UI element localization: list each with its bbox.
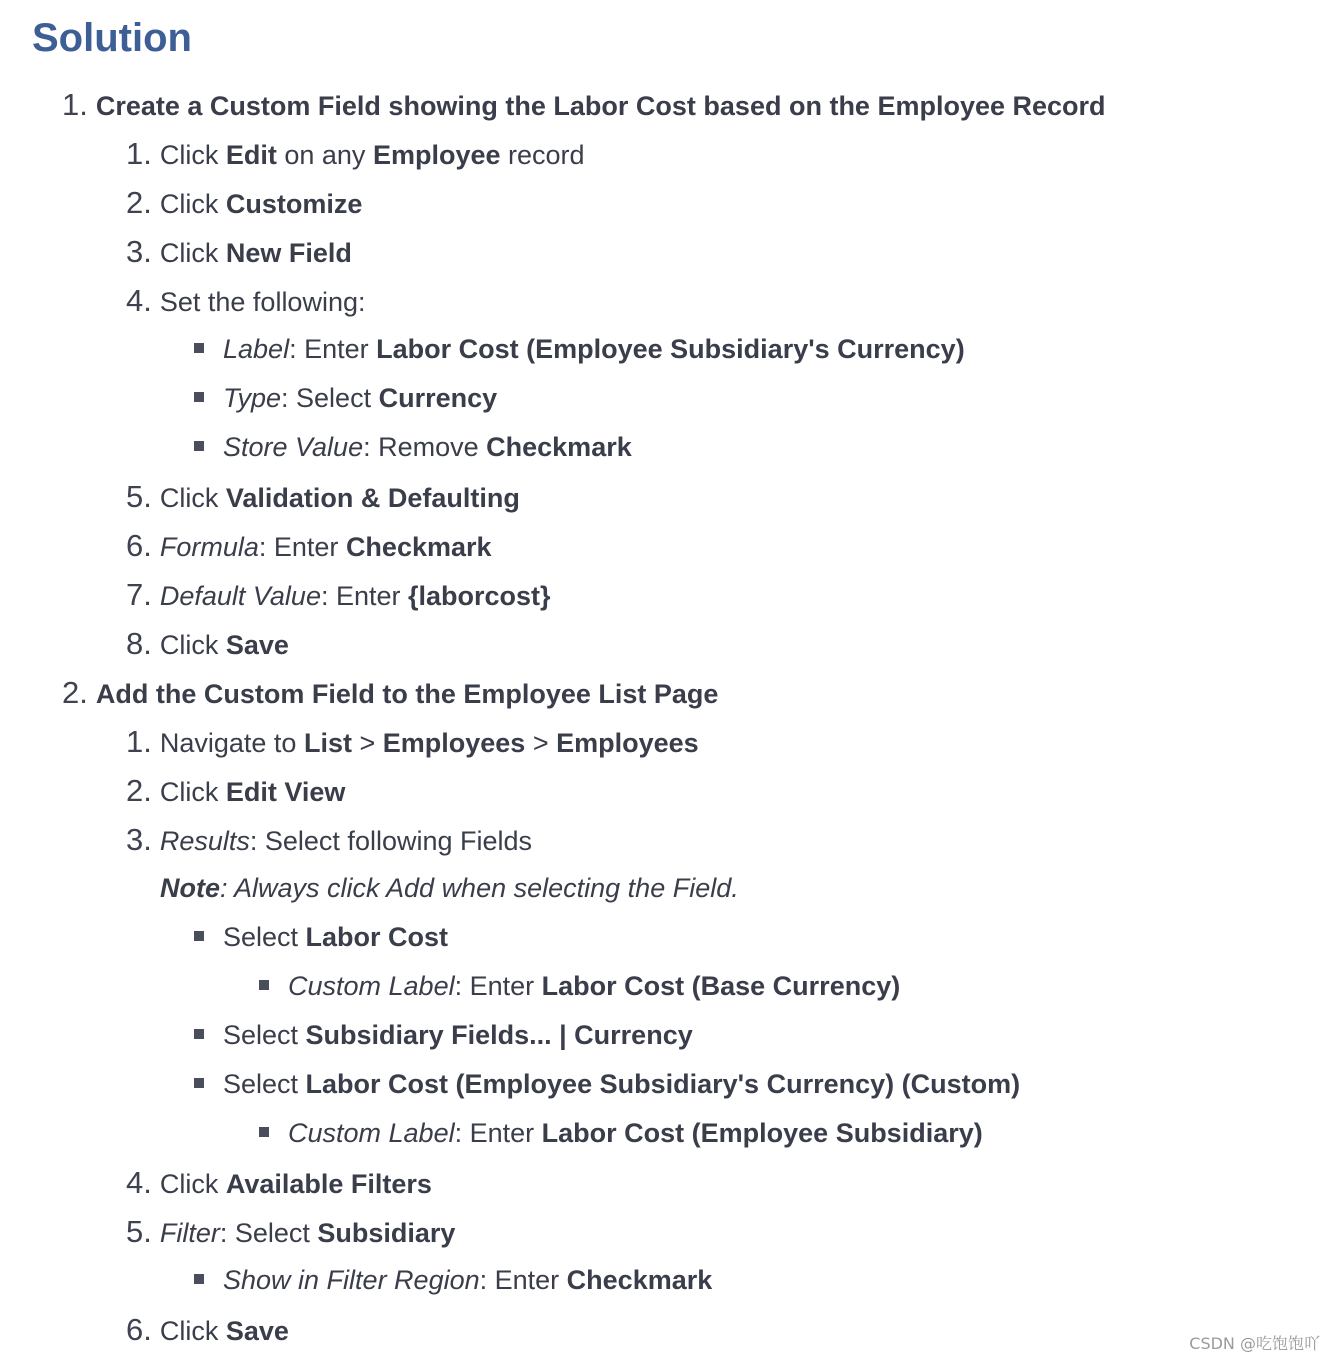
substep-2-6 xyxy=(126,1305,289,1354)
page-title: Solution xyxy=(32,16,192,60)
square-bullet-icon xyxy=(194,343,204,353)
step-title: Create a Custom Field showing the Labor Cost based on the Employee Record xyxy=(95,91,1106,121)
text: : Enter xyxy=(454,971,542,1001)
bullet-select-labor-cost-custom xyxy=(194,1060,1020,1109)
text: Click xyxy=(159,1169,226,1199)
watermark: CSDN @吃饱饱吖 xyxy=(1189,1334,1320,1353)
text: : Select following Fields xyxy=(249,826,533,856)
italic-text: Custom Label xyxy=(288,1118,455,1148)
square-bullet-icon xyxy=(194,392,204,402)
substep-1-3 xyxy=(126,227,352,276)
substep-1-7 xyxy=(126,570,551,619)
text: Click xyxy=(159,189,226,219)
bold-text: Employees xyxy=(556,728,699,758)
substep-number: 1. xyxy=(126,724,152,759)
square-bullet-icon xyxy=(194,1078,204,1088)
bullet-label xyxy=(194,325,965,374)
text: Select xyxy=(223,922,306,952)
bold-text: Labor Cost (Employee Subsidiary's Currency) (Custom) xyxy=(305,1069,1021,1099)
substep-number: 7. xyxy=(126,577,152,612)
text: Select xyxy=(223,1020,306,1050)
bold-text: Edit View xyxy=(225,777,346,807)
square-bullet-icon xyxy=(194,1029,204,1039)
note-label: Note xyxy=(160,873,220,903)
substep-number: 5. xyxy=(126,479,152,514)
bold-text: Currency xyxy=(378,383,498,413)
bullet-custom-label-subsidiary xyxy=(259,1109,983,1158)
bold-text: Customize xyxy=(225,189,363,219)
text: : Select xyxy=(281,383,379,413)
substep-number: 4. xyxy=(126,283,152,318)
bold-text: List xyxy=(303,728,352,758)
text: record xyxy=(500,140,585,170)
substep-2-1 xyxy=(126,717,699,766)
square-bullet-icon xyxy=(194,1274,204,1284)
square-bullet-icon xyxy=(259,980,269,990)
text: : Enter xyxy=(479,1265,567,1295)
text: : Enter xyxy=(454,1118,542,1148)
text: Navigate to xyxy=(159,728,304,758)
italic-text: Show in Filter Region xyxy=(223,1265,480,1295)
italic-text: Type xyxy=(223,383,282,413)
text: : Select xyxy=(219,1218,318,1248)
bold-text: Edit xyxy=(225,140,277,170)
text: : Enter xyxy=(258,532,346,562)
substep-number: 6. xyxy=(126,1312,152,1347)
step-number: 2. xyxy=(62,675,88,710)
text: : Enter xyxy=(320,581,409,611)
bold-text: Employees xyxy=(382,728,526,758)
bold-text: Save xyxy=(225,630,289,660)
bullet-select-labor-cost xyxy=(194,913,448,962)
italic-text: Store Value xyxy=(223,432,364,462)
substep-number: 5. xyxy=(126,1214,152,1249)
substep-number: 4. xyxy=(126,1165,152,1200)
substep-2-3 xyxy=(126,815,532,864)
substep-number: 3. xyxy=(126,234,152,269)
substep-1-5 xyxy=(126,472,520,521)
substep-number: 1. xyxy=(126,136,152,171)
italic-text: Custom Label xyxy=(288,971,455,1001)
bold-text: New Field xyxy=(225,238,352,268)
bold-text: Labor Cost xyxy=(305,922,449,952)
italic-text: Filter xyxy=(159,1218,220,1248)
substep-2-5 xyxy=(126,1207,455,1256)
text: Select xyxy=(223,1069,306,1099)
text: > xyxy=(351,728,383,758)
bold-text: Checkmark xyxy=(345,532,492,562)
bullet-show-in-filter-region xyxy=(194,1256,712,1305)
text: Click xyxy=(159,483,226,513)
bold-text: Labor Cost (Base Currency) xyxy=(541,971,901,1001)
note-text: : Always click Add when selecting the Field. xyxy=(220,873,739,903)
bold-text: {laborcost} xyxy=(408,581,551,611)
bullet-store-value xyxy=(194,423,632,472)
square-bullet-icon xyxy=(194,931,204,941)
bold-text: Checkmark xyxy=(486,432,632,462)
substep-number: 8. xyxy=(126,626,152,661)
text: on any xyxy=(276,140,373,170)
step-number: 1. xyxy=(62,87,88,122)
bold-text: Save xyxy=(225,1316,289,1346)
bullet-select-subsidiary-fields xyxy=(194,1011,693,1060)
text: Set the following: xyxy=(159,287,366,317)
substep-1-1 xyxy=(126,129,585,178)
bold-text: Labor Cost (Employee Subsidiary) xyxy=(541,1118,983,1148)
square-bullet-icon xyxy=(194,441,204,451)
bold-text: Available Filters xyxy=(225,1169,432,1199)
step-title: Add the Custom Field to the Employee List Page xyxy=(95,679,719,709)
text: : Enter xyxy=(289,334,377,364)
bold-text: Employee xyxy=(372,140,501,170)
bullet-custom-label-base xyxy=(259,962,900,1011)
text: Click xyxy=(159,140,226,170)
text: Click xyxy=(159,238,226,268)
italic-text: Formula xyxy=(159,532,259,562)
bold-text: Labor Cost (Employee Subsidiary's Currency) xyxy=(376,334,965,364)
substep-number: 2. xyxy=(126,773,152,808)
substep-2-2 xyxy=(126,766,345,815)
substep-1-8 xyxy=(126,619,289,668)
italic-text: Results xyxy=(159,826,250,856)
substep-number: 2. xyxy=(126,185,152,220)
step-1-heading xyxy=(62,80,1106,129)
substep-number: 6. xyxy=(126,528,152,563)
step-2-heading xyxy=(62,668,718,717)
bold-text: Checkmark xyxy=(566,1265,713,1295)
substep-1-4 xyxy=(126,276,365,325)
text: > xyxy=(525,728,557,758)
substep-2-4 xyxy=(126,1158,432,1207)
substep-1-6 xyxy=(126,521,492,570)
bold-text: Subsidiary Fields... | Currency xyxy=(305,1020,693,1050)
text: Click xyxy=(159,630,226,660)
note-line xyxy=(160,864,739,913)
italic-text: Default Value xyxy=(159,581,321,611)
italic-text: Label xyxy=(223,334,290,364)
substep-number: 3. xyxy=(126,822,152,857)
bold-text: Subsidiary xyxy=(317,1218,456,1248)
square-bullet-icon xyxy=(259,1127,269,1137)
substep-1-2 xyxy=(126,178,362,227)
bullet-type xyxy=(194,374,497,423)
text: Click xyxy=(159,777,226,807)
text: : Remove xyxy=(363,432,487,462)
bold-text: Validation & Defaulting xyxy=(225,483,520,513)
text: Click xyxy=(159,1316,226,1346)
